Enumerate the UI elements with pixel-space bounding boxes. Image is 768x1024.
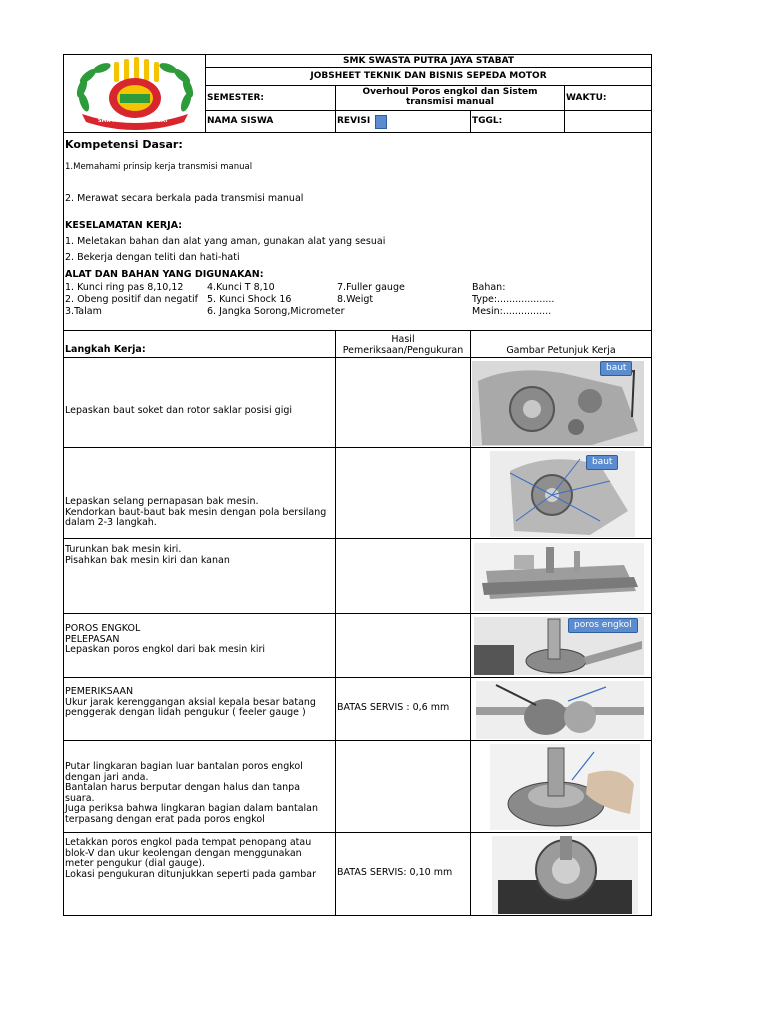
step-7-photo	[492, 836, 638, 914]
split-crankcase-icon	[474, 543, 644, 611]
alat-item: 2. Obeng positif dan negatif	[65, 294, 198, 305]
step-1-text: Lepaskan baut soket dan rotor saklar posisi gigi	[65, 405, 293, 416]
bahan-item: Bahan:	[472, 282, 506, 293]
kompetensi-title: Kompetensi Dasar:	[65, 138, 183, 151]
hasil-header-line2: Pemeriksaan/Pengukuran	[342, 345, 464, 356]
keselamatan-item-1: 1. Meletakan bahan dan alat yang aman, gunakan alat yang sesuai	[65, 236, 386, 247]
alat-item: 4.Kunci T 8,10	[207, 282, 275, 293]
kompetensi-item-1: 1.Memahami prinsip kerja transmisi manual	[65, 162, 253, 172]
gambar-header: Gambar Petunjuk Kerja	[506, 345, 616, 356]
kompetensi-item-2: 2. Merawat secara berkala pada transmisi manual	[65, 193, 304, 204]
step-5-photo	[476, 681, 644, 739]
step-3-text: Turunkan bak mesin kiri. Pisahkan bak mesin kiri dan kanan	[65, 544, 230, 566]
alat-item: 1. Kunci ring pas 8,10,12	[65, 282, 184, 293]
dial-gauge-icon	[492, 836, 638, 914]
jobsheet-title: JOBSHEET TEKNIK DAN BISNIS SEPEDA MOTOR	[310, 71, 547, 81]
step-7-text: Letakkan poros engkol pada tempat penopang atau blok-V dan ukur keolengan dengan menggunakan meter pengukur (dial gauge). Lokasi pengukuran ditunjukkan seperti pada gambar	[65, 837, 316, 880]
feeler-gauge-icon	[476, 681, 644, 739]
step-5-text: PEMERIKSAAN Ukur jarak kerenggangan aksial kepala besar batang penggerak dengan lidah pengukur ( feeler gauge )	[65, 686, 316, 718]
alat-item: 3.Talam	[65, 306, 102, 317]
alat-title: ALAT DAN BAHAN YANG DIGUNAKAN:	[65, 269, 264, 280]
school-name: SMK SWASTA PUTRA JAYA STABAT	[343, 56, 514, 66]
alat-item: 6. Jangka Sorong,Micrometer	[207, 306, 345, 317]
step-3-photo	[474, 543, 644, 611]
nama-siswa-label: NAMA SISWA	[207, 116, 274, 126]
subject-title: Overhoul Poros engkol dan Sistem transmisi manual	[362, 87, 538, 107]
step-1-callout: baut	[600, 361, 632, 376]
step-6-text: Putar lingkaran bagian luar bantalan poros engkol dengan jari anda. Bantalan harus berputar dengan halus dan tanpa suara. Juga periksa bahwa lingkaran bagian dalam bantalan terpasang dengan erat pada poros engkol	[65, 761, 319, 825]
waktu-label: WAKTU:	[566, 93, 607, 103]
semester-label: SEMESTER:	[207, 93, 265, 103]
step-4-text: POROS ENGKOL PELEPASAN Lepaskan poros engkol dari bak mesin kiri	[65, 623, 266, 655]
tggl-label: TGGL:	[472, 116, 503, 126]
bahan-item: Mesin:................	[472, 306, 552, 317]
hasil-header-line1: Hasil	[391, 334, 415, 345]
revisi-marker	[375, 115, 387, 129]
step-2-text: Lepaskan selang pernapasan bak mesin. Kendorkan baut-baut bak mesin dengan pola bersilang dalam 2-3 langkah.	[65, 496, 327, 528]
bearing-check-icon	[490, 744, 640, 830]
alat-item: 7.Fuller gauge	[337, 282, 405, 293]
logo-ribbon-text: SMK PUTRA JAYA STABAT	[98, 118, 168, 124]
bahan-item: Type:...................	[472, 294, 555, 305]
keselamatan-title: KESELAMATAN KERJA:	[65, 220, 183, 231]
step-5-result: BATAS SERVIS : 0,6 mm	[337, 702, 450, 713]
langkah-kerja-header: Langkah Kerja:	[65, 344, 146, 355]
alat-item: 8.Weigt	[337, 294, 374, 305]
revisi-label: REVISI	[337, 116, 371, 126]
step-2-callout: baut	[586, 455, 618, 470]
step-6-photo	[490, 744, 640, 830]
step-4-callout: poros engkol	[568, 618, 638, 633]
keselamatan-item-2: 2. Bekerja dengan teliti dan hati-hati	[65, 252, 240, 263]
step-7-result: BATAS SERVIS: 0,10 mm	[337, 867, 453, 878]
alat-item: 5. Kunci Shock 16	[207, 294, 292, 305]
school-logo	[68, 56, 202, 130]
